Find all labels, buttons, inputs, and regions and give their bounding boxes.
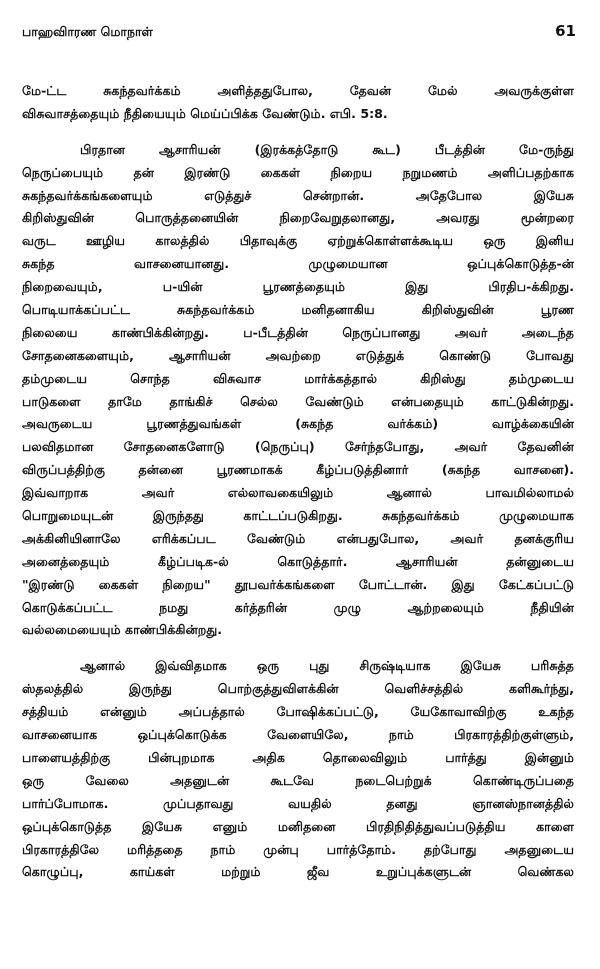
text-line: அவருடைய பூரணத்துவங்கள் (சுகந்த வர்க்கம்) வாழ்க்கையின் xyxy=(22,416,574,432)
text-line: வாசனையாக ஒப்புக்கொடுக்க வேளையிலே, நாம் பிரகாரத்திற்குள்ளும், xyxy=(22,727,574,743)
text-line: சத்தியம் என்னும் அப்பத்தால் போஷிக்கப்பட்டு, யேகோவாவிற்கு உகந்த xyxy=(22,704,574,720)
text-line: அக்கினியினாலே எரிக்கப்பட வேண்டும் என்பதுபோல, அவர் தனக்குரிய xyxy=(22,530,574,546)
text-line: பலவிதமான சோதனைகளோடு (நெருப்பு) சேர்ந்தபோது, அவர் தேவனின் xyxy=(22,439,574,455)
text-line: ஸ்தலத்தில் இருந்து பொற்குத்துவிளக்கின் வெளிச்சத்தில் களிகூர்ந்து, xyxy=(22,681,574,697)
paragraph-3 xyxy=(22,655,578,884)
text-line: கிறிஸ்துவின் பொருத்தனையின் நிறைவேறுதலானது, அவரது மூன்றரை xyxy=(22,210,574,226)
text-line: பாளையத்திற்கு பின்புறமாக அதிக தொலைவிலும் பார்த்து இன்னும் xyxy=(22,749,574,765)
running-title: பாஹவிாரண மொநாள் xyxy=(22,24,153,39)
text-line: பொடியாக்கப்பட்ட சுகந்தவர்க்கம் மனிதனாகிய கிறிஸ்துவின் பூரண xyxy=(22,302,574,318)
text-line: பிரதான ஆசாரியன் (இரக்கத்தோடு கூட) பீடத்தின் மே-ருந்து xyxy=(80,141,574,157)
page-header xyxy=(22,22,578,46)
text-line: ஆனால் இவ்விதமாக ஒரு புது சிருஷ்டியாக இயேசு பரிசுத்த xyxy=(80,658,574,674)
text-line: நிலையை காண்பிக்கின்றது. ப-பீடத்தின் நெருப்பானது அவர் அடைந்த xyxy=(22,324,574,340)
text-line: பார்ப்போமாக. முப்பதாவது வயதில் தனது ஞானஸ்நானத்தில் xyxy=(22,795,574,811)
paragraph-2 xyxy=(22,139,578,643)
text-line: அனைத்தையும் கீழ்ப்படிக-ல் கொடுத்தார். ஆசாரியன் தன்னுடைய xyxy=(22,553,574,569)
text-line: விருப்பத்திற்கு தன்னை பூரணமாகக் கீழ்ப்படுத்தினார் (சுகந்த வாசனை). xyxy=(22,462,574,478)
page-number: 61 xyxy=(555,22,576,40)
text-line: தம்முடைய சொந்த விசுவாச மார்க்கத்தால் கிறிஸ்து தம்முடைய xyxy=(22,370,574,386)
text-line: பொறுமையுடன் இருந்தது காட்டப்படுகிறது. சுகந்தவர்க்கம் முழுமையாக xyxy=(22,508,574,524)
text-line: கொடுக்கப்பட்ட நமது கர்த்தரின் முழு ஆற்றலையும் நீதியின் xyxy=(22,599,574,615)
text-line: மே-ட்ட சுகந்தவர்க்கம் அளித்ததுபோல, தேவன் மேல் அவருக்குள்ள xyxy=(22,83,574,98)
paragraph-1 xyxy=(22,80,578,126)
paragraph-gap xyxy=(22,642,578,655)
text-line: நெருப்பையும் தன் இரண்டு கைகள் நிறைய நறுமணம் அளிப்பதற்காக xyxy=(22,164,574,180)
text-line: கொழுப்பு, காய்கள் மற்றும் ஜீவ உறுப்புக்களுடன் வெண்கல xyxy=(22,864,574,880)
text-line: சுகந்த வாசனையானது. முழுமையான ஒப்புக்கொடுத்த-ன் xyxy=(22,256,574,272)
text-line: வருட ஊழிய காலத்தில் பிதாவுக்கு ஏற்றுக்கொள்ளக்கூடிய ஒரு இனிய xyxy=(22,233,574,249)
text-line: சுகந்தவர்க்கங்களையும் எடுத்துச் சென்றான். அதேபோல இயேசு xyxy=(22,187,574,203)
text-line: சோதனைகளையும், ஆசாரியன் அவற்றை எடுத்துக் கொண்டு போவது xyxy=(22,347,574,363)
text-line: வல்லமையையும் காண்பிக்கின்றது. xyxy=(22,622,223,638)
paragraph-gap xyxy=(22,126,578,139)
text-line: நிறைவையும், ப-யின் பூரணத்தையும் இது பிரதிப-க்கிறது. xyxy=(22,279,574,295)
text-line: பாடுகளை தாமே தாங்கிச் செல்ல வேண்டும் என்பதையும் காட்டுகின்றது. xyxy=(22,393,574,409)
text-line: ஒரு வேலை அதனுடன் கூடவே நடைபெற்றுக் கொண்டிருப்பதை xyxy=(22,772,574,788)
text-line: பிரகாரத்திலே மரித்ததை நாம் முன்பு பார்த்தோம். தற்போது அதனுடைய xyxy=(22,841,574,857)
text-line: இவ்வாறாக அவர் எல்லாவகையிலும் ஆனால் பாவமில்லாமல் xyxy=(22,485,574,501)
text-line: ஒப்புக்கொடுத்த இயேசு எனும் மனிதனை பிரதிநிதித்துவப்படுத்திய காளை xyxy=(22,818,574,834)
text-line: "இரண்டு கைகள் நிறைய" தூபவர்க்கங்களை போட்டான். இது கேட்கப்பட்டு xyxy=(22,576,574,592)
text-line: விசுவாசத்தையும் நீதியையும் மெய்ப்பிக்க வேண்டும். எபி. 5:8. xyxy=(22,105,388,121)
